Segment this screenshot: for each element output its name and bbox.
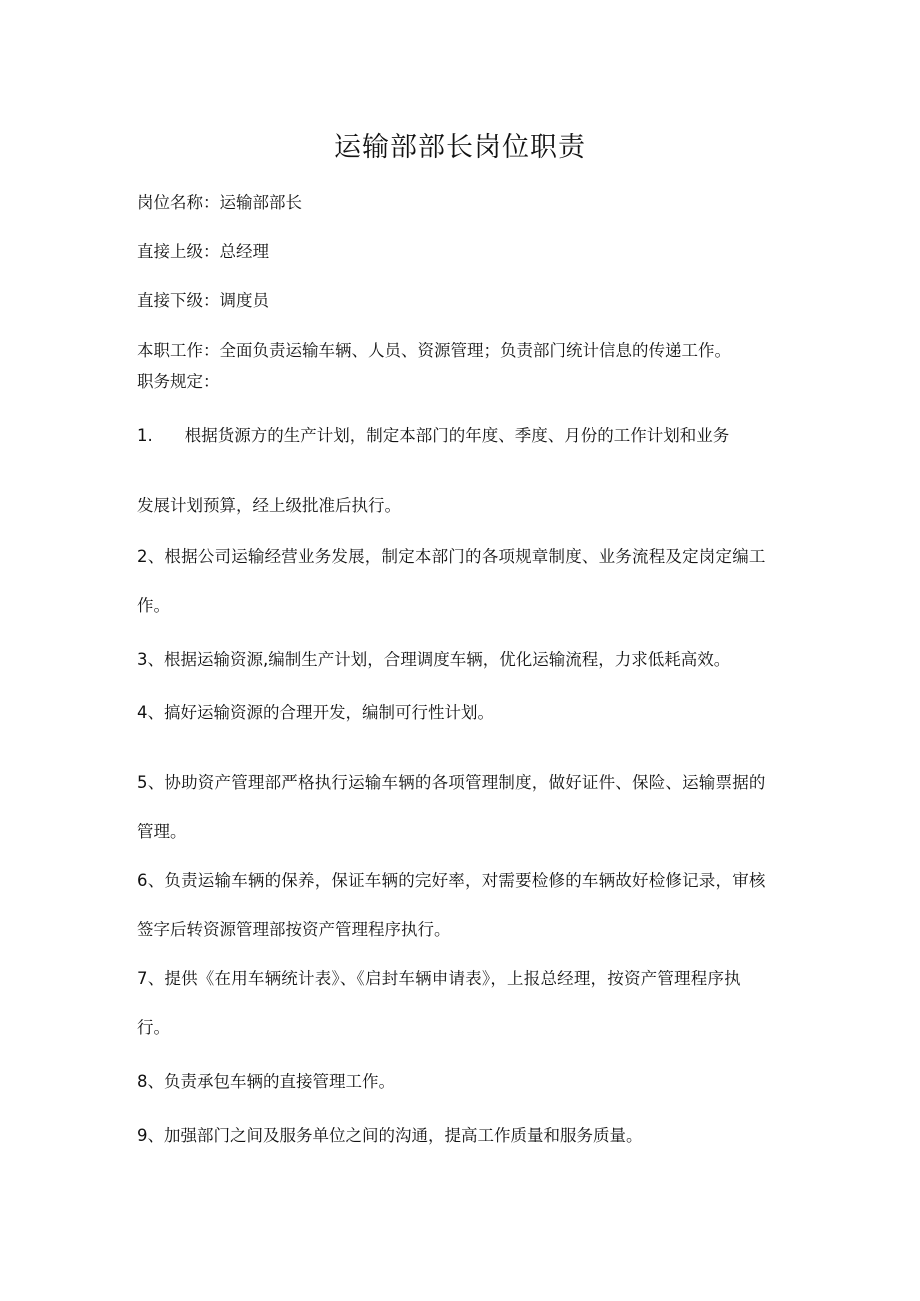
duty-item-1 [137, 424, 729, 448]
duty-item-2-continued: 作。 [137, 596, 170, 615]
duty-text-line: 根据运输资源,编制生产计划，合理调度车辆，优化运输流程，力求低耗高效。 [164, 650, 731, 669]
field-label: 直接下级： [137, 291, 220, 310]
duty-number: 8、 [137, 1072, 164, 1091]
duty-number: 2、 [137, 547, 165, 566]
field-position-name [137, 191, 302, 215]
document-title: 运输部部长岗位职责 [334, 132, 586, 163]
duty-number: 4、 [137, 703, 164, 722]
duty-text-line: 负责承包车辆的直接管理工作。 [164, 1072, 395, 1091]
duty-text-line: 根据公司运输经营业务发展，制定本部门的各项规章制度、业务流程及定岗定编工 [164, 547, 766, 566]
field-label: 岗位名称： [137, 193, 220, 212]
duty-item-5-continued: 管理。 [137, 822, 187, 841]
duty-item-7-continued: 行。 [137, 1018, 170, 1037]
duty-number: 9、 [137, 1126, 164, 1145]
duty-item-8 [137, 1070, 395, 1094]
field-value: 运输部部长 [219, 193, 302, 212]
duty-item-2 [137, 545, 766, 569]
field-direct-subordinate [137, 289, 269, 313]
duty-item-5 [137, 771, 766, 795]
duty-item-7 [137, 967, 741, 991]
duty-number: 5、 [137, 773, 165, 792]
duty-number: 3、 [137, 650, 164, 669]
duty-text-line: 加强部门之间及服务单位之间的沟通，提高工作质量和服务质量。 [164, 1126, 643, 1145]
duties-heading: 职务规定： [137, 372, 220, 391]
duty-item-1-continued: 发展计划预算，经上级批准后执行。 [137, 496, 401, 515]
duty-text-line: 搞好运输资源的合理开发，编制可行性计划。 [164, 703, 494, 722]
duty-text-line: 根据货源方的生产计划，制定本部门的年度、季度、月份的工作计划和业务 [184, 426, 730, 445]
field-value: 调度员 [219, 291, 269, 310]
field-value: 总经理 [219, 242, 269, 261]
duty-number: 6、 [137, 871, 165, 890]
duty-item-9 [137, 1124, 643, 1148]
duty-text-line: 负责运输车辆的保养，保证车辆的完好率，对需要检修的车辆故好检修记录，审核 [164, 871, 766, 890]
field-label: 本职工作： [137, 341, 220, 360]
duty-text-line: 协助资产管理部严格执行运输车辆的各项管理制度，做好证件、保险、运输票据的 [164, 773, 766, 792]
duty-item-3 [137, 648, 730, 672]
field-main-work [137, 339, 731, 363]
duty-number: 1. [137, 426, 153, 445]
duty-number: 7、 [137, 969, 165, 988]
duty-text-line: 提供《在用车辆统计表》、《启封车辆申请表》，上报总经理，按资产管理程序执 [164, 969, 741, 988]
duty-item-4 [137, 701, 494, 725]
field-label: 直接上级： [137, 242, 220, 261]
duty-item-6-continued: 签字后转资源管理部按资产管理程序执行。 [137, 920, 451, 939]
field-direct-superior [137, 240, 269, 264]
field-value: 全面负责运输车辆、人员、资源管理；负责部门统计信息的传递工作。 [219, 341, 731, 360]
duty-item-6 [137, 869, 766, 893]
